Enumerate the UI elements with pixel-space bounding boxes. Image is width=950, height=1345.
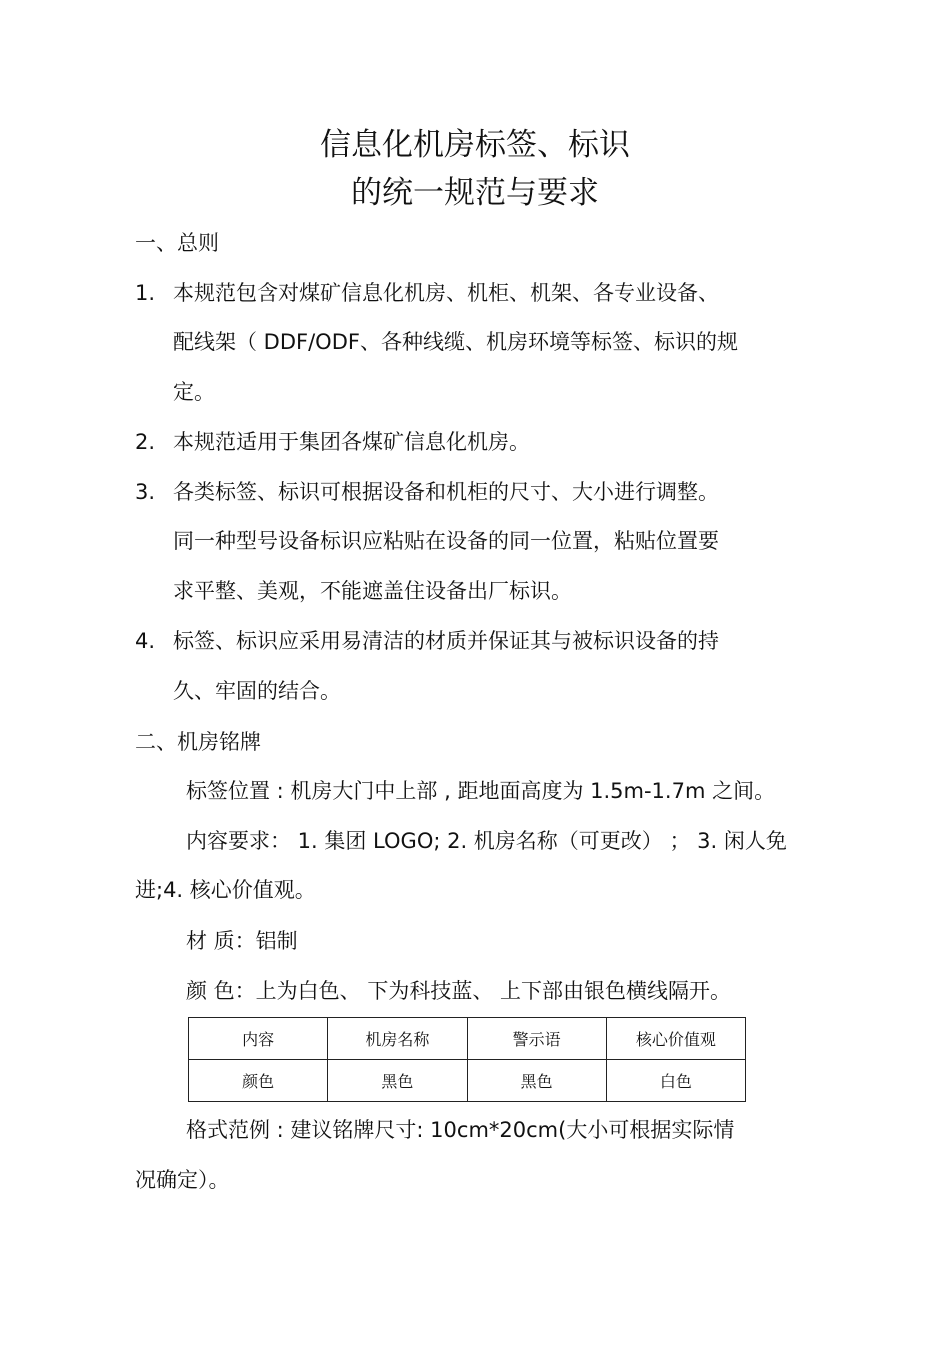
- content-requirement-line1: 内容要求： 1. 集团 LOGO; 2. 机房名称（可更改） ； 3. 闲人免: [186, 829, 787, 853]
- table-row: [189, 1060, 746, 1102]
- table-cell: 黑色: [328, 1060, 467, 1102]
- material-text: 材 质：铝制: [186, 929, 298, 953]
- table-cell: 颜色: [189, 1060, 328, 1102]
- item1-line1: 本规范包含对煤矿信息化机房、机柜、机架、各专业设备、: [173, 281, 719, 305]
- item2-line1: 本规范适用于集团各煤矿信息化机房。: [173, 430, 530, 454]
- table-header-cell: 警示语: [467, 1018, 606, 1060]
- table-header-cell: 内容: [189, 1018, 328, 1060]
- table-cell: 黑色: [467, 1060, 606, 1102]
- item1-line2: 配线架（ DDF/ODF、各种线缆、机房环境等标签、标识的规: [173, 330, 738, 354]
- item4-line2: 久、牢固的结合。: [173, 679, 341, 703]
- item-number: 3.: [135, 480, 156, 504]
- item-number: 4.: [135, 629, 156, 653]
- document-title-line2: 的统一规范与要求: [351, 175, 599, 211]
- section2-heading: 二、机房铭牌: [135, 730, 261, 754]
- table-cell: 白色: [606, 1060, 745, 1102]
- content-requirement-line2: 进;4. 核心价值观。: [135, 878, 316, 902]
- item-number: 2.: [135, 430, 156, 454]
- document-title-line1: 信息化机房标签、标识: [320, 127, 630, 163]
- item1-line3: 定。: [173, 380, 215, 404]
- table-header-cell: 机房名称: [328, 1018, 467, 1060]
- table-row: [189, 1018, 746, 1060]
- item3-line2: 同一种型号设备标识应粘贴在设备的同一位置，粘贴位置要: [173, 529, 719, 553]
- section1-heading: 一、总则: [135, 231, 219, 255]
- format-example-line1: 格式范例 : 建议铭牌尺寸: 10cm*20cm(大小可根据实际情: [186, 1118, 735, 1142]
- color-text: 颜 色：上为白色、 下为科技蓝、 上下部由银色横线隔开。: [186, 979, 732, 1003]
- item3-line1: 各类标签、标识可根据设备和机柜的尺寸、大小进行调整。: [173, 480, 719, 504]
- label-position-text: 标签位置 : 机房大门中上部 , 距地面高度为 1.5m-1.7m 之间。: [186, 779, 776, 803]
- item4-line1: 标签、标识应采用易清洁的材质并保证其与被标识设备的持: [173, 629, 719, 653]
- nameplate-spec-table: [188, 1017, 746, 1102]
- table-header-cell: 核心价值观: [606, 1018, 745, 1060]
- item3-line3: 求平整、美观，不能遮盖住设备出厂标识。: [173, 579, 572, 603]
- format-example-line2: 况确定）。: [135, 1168, 230, 1192]
- item-number: 1.: [135, 281, 156, 305]
